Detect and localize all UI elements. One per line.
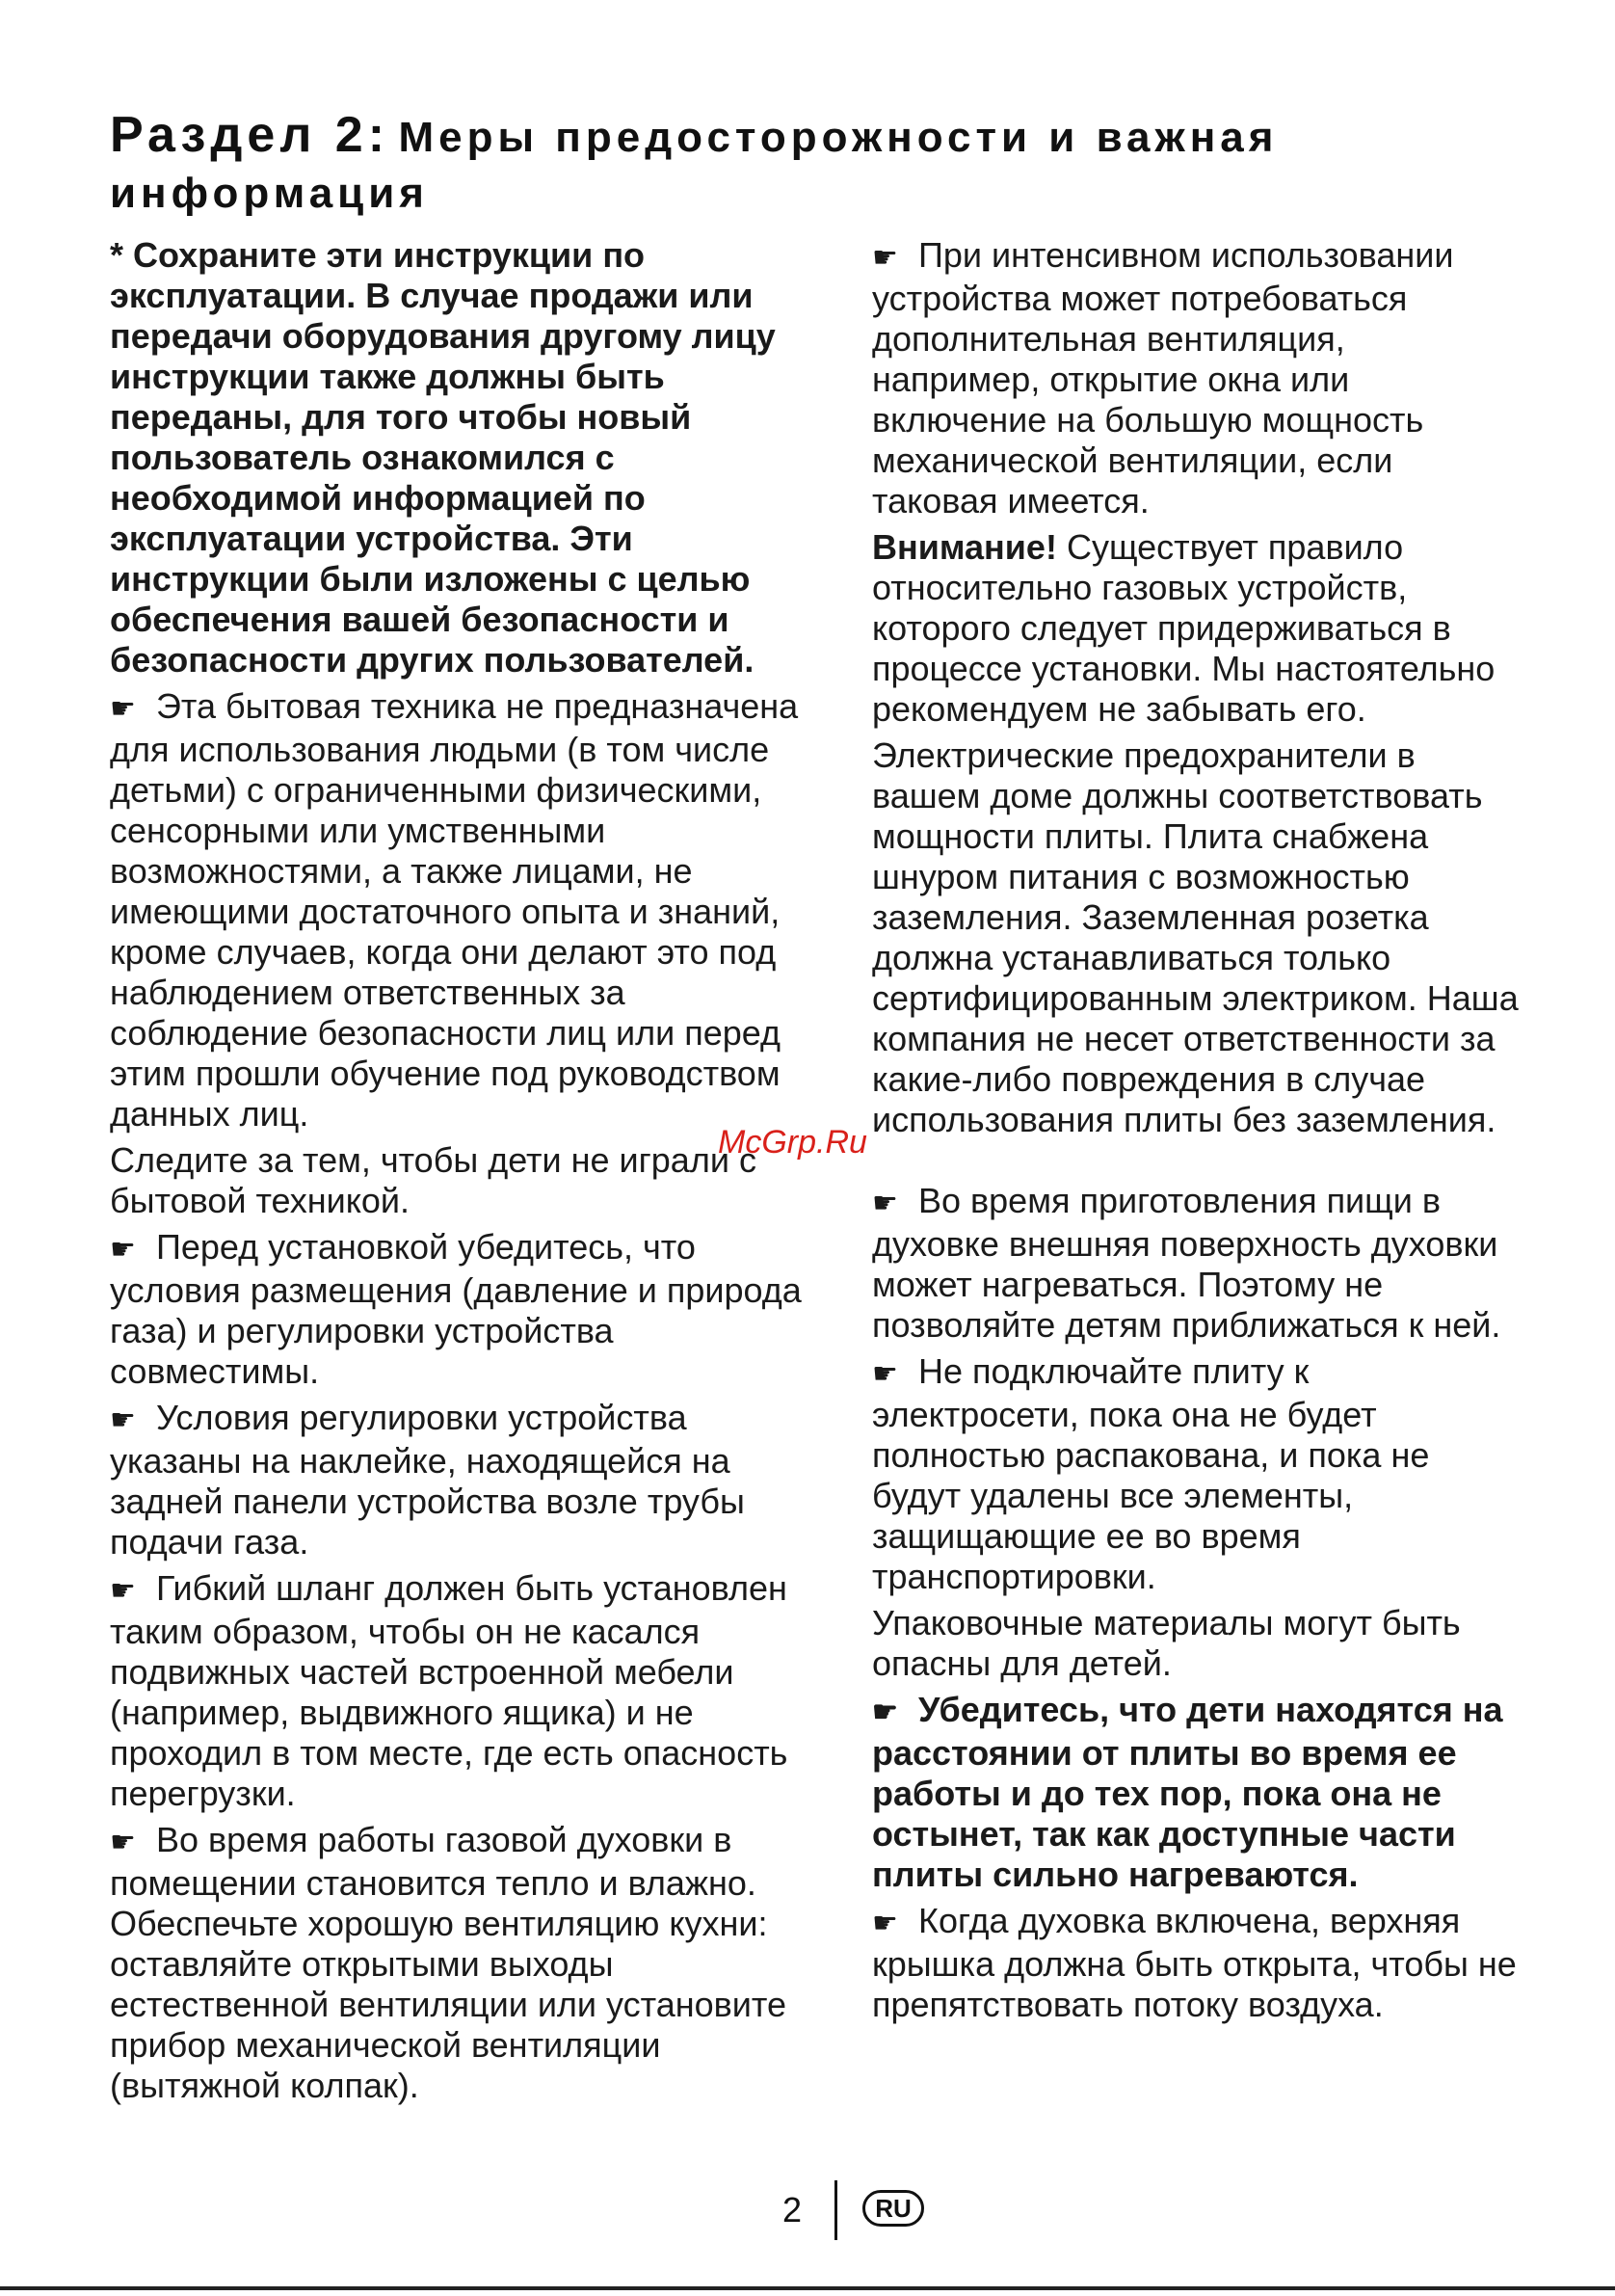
pointing-hand-icon: ☛ — [110, 1234, 136, 1266]
paragraph: ☛ Не подключайте плиту к электросети, пока она не будет полностью распакована, и пока не будут удалены все элементы, защищающие ее во время транспортировки. — [872, 1351, 1430, 1596]
section-number: Раздел 2: — [110, 107, 390, 163]
paragraph: ☛ При интенсивном использовании устройства может потребоваться дополнительная вентиляция, например, открытие окна или включение на большую мощность механической вентиляции, если таковая имеется. — [872, 235, 1454, 521]
section-title: Меры предосторожности и важная информация — [110, 114, 1279, 217]
pointing-hand-icon: ☛ — [872, 1908, 898, 1939]
pointing-hand-icon: ☛ — [110, 1575, 136, 1607]
bottom-border — [0, 2286, 1615, 2290]
intro-paragraph: * Сохраните эти инструкции по эксплуатации. В случае продажи или передачи оборудования другому лицу инструкции также должны быть переданы, для того чтобы новый пользователь ознакомился с необходимой информацией по эксплуатации устройства. Эти инструкции были изложены с целью обеспечения вашей безопасности и безопасности других пользователей. — [110, 235, 776, 680]
paragraph: ☛ Эта бытовая техника не предназначена для использования людьми (в том числе детьми) с ограниченными физическими, сенсорными или умственными возможностями, а также лицами, не имеющими достаточного опыта и знаний, кроме случаев, когда они делают это под наблюдением ответственных за соблюдение безопасности лиц или перед этим прошли обучение под руководством данных лиц. — [110, 686, 799, 1134]
pointing-hand-icon: ☛ — [872, 242, 898, 274]
page-title — [110, 104, 1459, 220]
pointing-hand-icon: ☛ — [872, 1358, 898, 1390]
right-column — [872, 235, 1522, 2031]
paragraph: ☛ Во время работы газовой духовки в помещении становится тепло и влажно. Обеспечьте хорошую вентиляцию кухни: оставляйте открытыми выходы естественной вентиляции или установите прибор механической вентиляции (вытяжной колпак). — [110, 1820, 786, 2105]
language-badge: RU — [862, 2190, 924, 2227]
warning-label: Внимание! — [872, 527, 1057, 567]
paragraph: Электрические предохранители в вашем доме должны соответствовать мощности плиты. Плита снабжена шнуром питания с возможностью заземления. Заземленная розетка должна устанавливаться только сертифицированным электриком. Наша компания не несет ответственности за какие-либо повреждения в случае использования плиты без заземления. — [872, 735, 1519, 1139]
paragraph: Упаковочные материалы могут быть опасны для детей. — [872, 1603, 1461, 1683]
warning-paragraph: Внимание! Существует правило относительно газовых устройств, которого следует придерживаться в процессе установки. Мы настоятельно рекомендуем не забывать его. — [872, 527, 1496, 729]
watermark: McGrp.Ru — [718, 1124, 867, 1161]
pointing-hand-icon: ☛ — [110, 693, 136, 725]
paragraph: ☛ Гибкий шланг должен быть установлен таким образом, чтобы он не касался подвижных частей встроенной мебели (например, выдвижного ящика) и не проходил в том месте, где есть опасность перегрузки. — [110, 1568, 788, 1813]
left-column — [110, 235, 823, 2112]
paragraph: Следите за тем, чтобы дети не играли с бытовой техникой. — [110, 1140, 756, 1220]
pointing-hand-icon: ☛ — [110, 1827, 136, 1858]
footer-divider — [834, 2180, 837, 2240]
page-number: 2 — [782, 2190, 803, 2229]
paragraph: ☛ Перед установкой убедитесь, что условия размещения (давление и природа газа) и регулировки устройства совместимы. — [110, 1227, 802, 1391]
pointing-hand-icon: ☛ — [110, 1404, 136, 1436]
pointing-hand-icon: ☛ — [872, 1188, 898, 1219]
pointing-hand-icon: ☛ — [872, 1696, 898, 1728]
paragraph: ☛ Убедитесь, что дети находятся на расстоянии от плиты во время ее работы и до тех пор, пока она не остынет, так как доступные части плиты сильно нагреваются. — [872, 1690, 1503, 1894]
paragraph: ☛ Во время приготовления пищи в духовке внешняя поверхность духовки может нагреваться. Поэтому не позволяйте детям приближаться к ней. — [872, 1181, 1501, 1345]
paragraph: ☛ Условия регулировки устройства указаны на наклейке, находящейся на задней панели устройства возле трубы подачи газа. — [110, 1398, 745, 1562]
paragraph: ☛ Когда духовка включена, верхняя крышка должна быть открыта, чтобы не препятствовать потоку воздуха. — [872, 1901, 1517, 2024]
